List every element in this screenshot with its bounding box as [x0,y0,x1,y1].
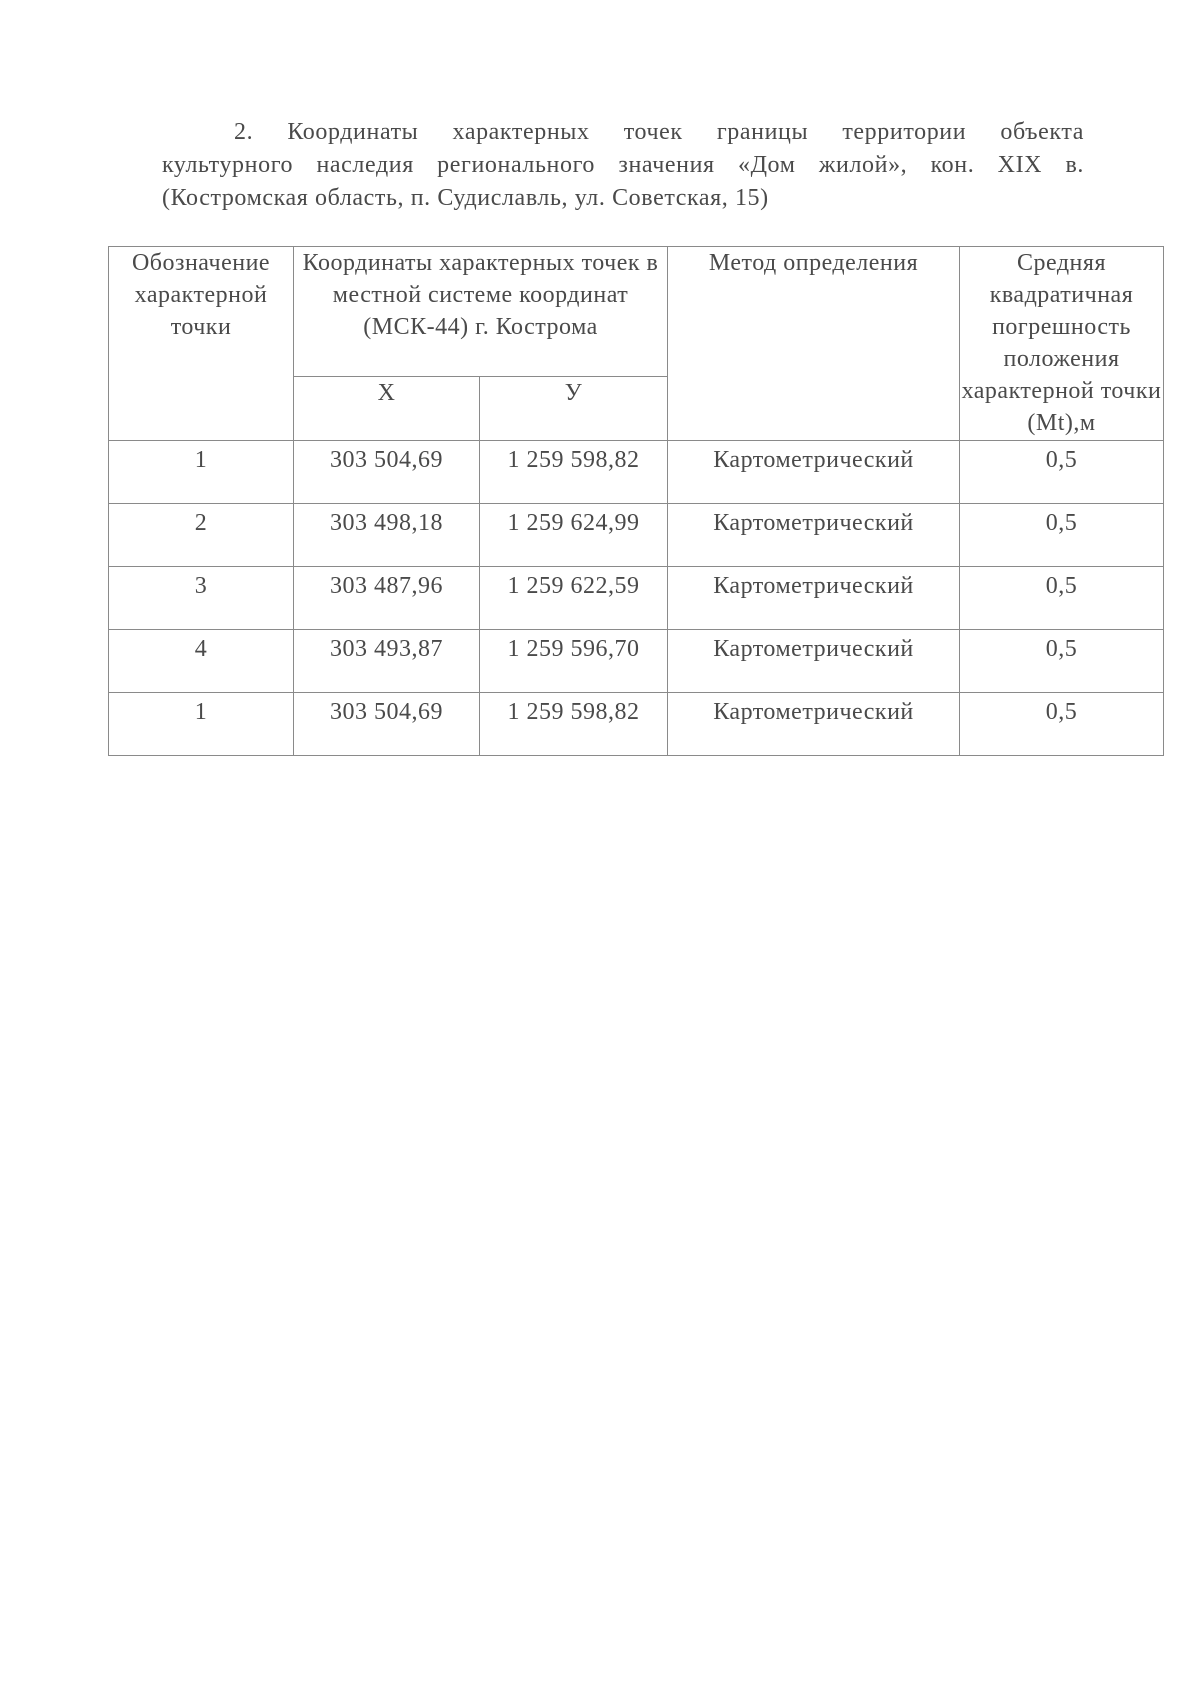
cell-x: 303 493,87 [294,630,480,693]
cell-method: Картометрический [668,441,960,504]
coordinates-table [108,246,1164,756]
cell-y: 1 259 596,70 [480,630,668,693]
cell-method: Картометрический [668,504,960,567]
cell-error: 0,5 [960,567,1164,630]
table-row [109,441,1164,504]
cell-method: Картометрический [668,630,960,693]
header-mean-square-error: Средняя квадратичная погрешность положения характерной точки (Mt),м [960,247,1164,441]
cell-point: 4 [109,630,294,693]
header-method: Метод определения [668,247,960,441]
table-row [109,693,1164,756]
section-heading [162,116,1084,215]
cell-x: 303 487,96 [294,567,480,630]
cell-y: 1 259 624,99 [480,504,668,567]
table-row [109,504,1164,567]
cell-error: 0,5 [960,693,1164,756]
cell-y: 1 259 622,59 [480,567,668,630]
heading-line-3: (Костромская область, п. Судиславль, ул. Советская, 15) [162,185,769,211]
header-x: Х [294,377,480,441]
heading-line-2: культурного наследия регионального значения «Дом жилой», кон. XIX в. [162,152,1084,178]
cell-error: 0,5 [960,504,1164,567]
cell-method: Картометрический [668,693,960,756]
cell-x: 303 498,18 [294,504,480,567]
heading-line-1: 2. Координаты характерных точек границы территории объекта [234,119,1084,145]
cell-x: 303 504,69 [294,693,480,756]
cell-error: 0,5 [960,441,1164,504]
header-y: У [480,377,668,441]
table-row [109,567,1164,630]
cell-method: Картометрический [668,567,960,630]
cell-point: 1 [109,441,294,504]
header-coordinates-group: Координаты характерных точек в местной системе координат (МСК-44) г. Кострома [294,247,668,377]
cell-x: 303 504,69 [294,441,480,504]
header-point-designation: Обозначение характерной точки [109,247,294,441]
cell-y: 1 259 598,82 [480,693,668,756]
cell-point: 3 [109,567,294,630]
table-row [109,630,1164,693]
cell-y: 1 259 598,82 [480,441,668,504]
cell-point: 2 [109,504,294,567]
cell-error: 0,5 [960,630,1164,693]
cell-point: 1 [109,693,294,756]
